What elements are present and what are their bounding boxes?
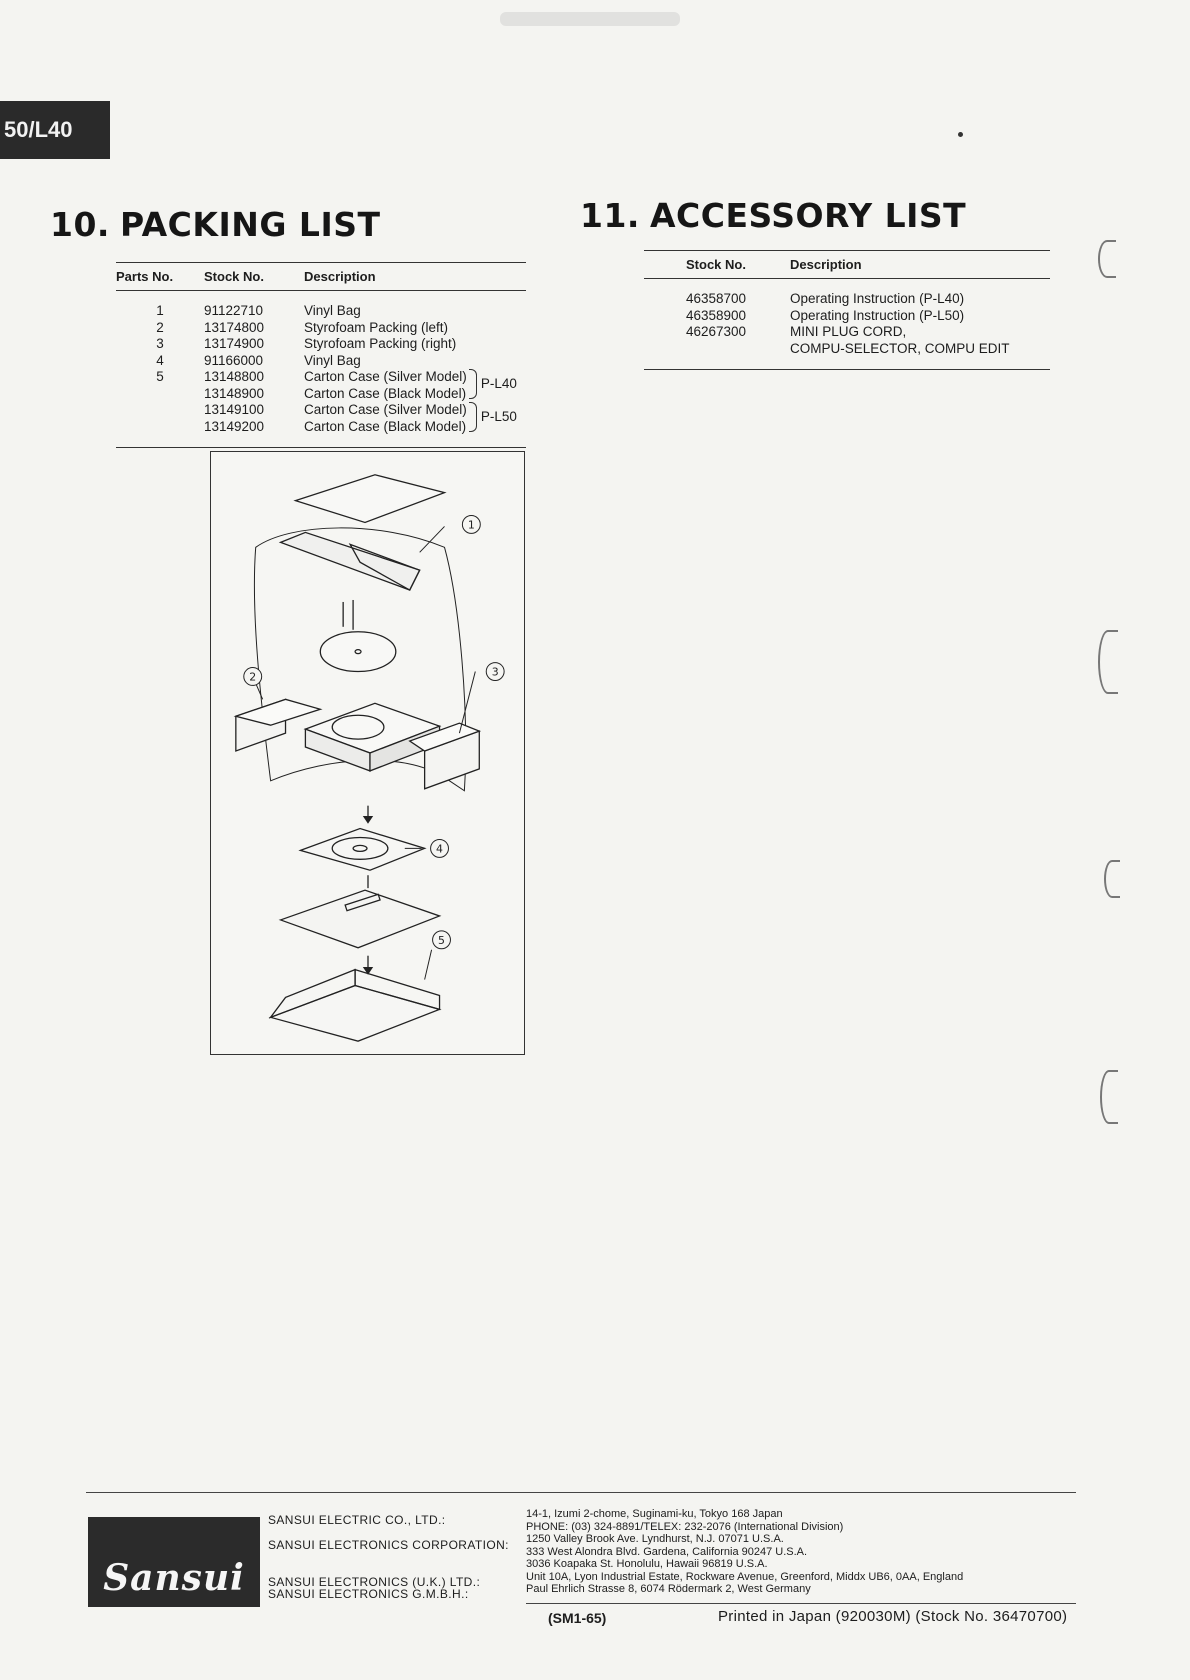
description: Vinyl Bag — [304, 352, 361, 368]
address-line: 1250 Valley Brook Ave. Lyndhurst, N.J. 07071 U.S.A. — [526, 1533, 784, 1545]
table-row — [644, 324, 1050, 370]
stock-no: 46358900 — [686, 307, 747, 323]
description: Operating Instruction (P-L50) — [790, 307, 965, 323]
callout-5: 5 — [438, 933, 446, 947]
packing-list-title — [50, 205, 381, 244]
packing-diagram — [210, 451, 525, 1055]
callout-4: 4 — [436, 842, 444, 856]
part-no: 3 — [156, 336, 164, 351]
section-number: 10. — [50, 205, 110, 244]
company-name: SANSUI ELECTRIC CO., LTD.: — [268, 1513, 446, 1527]
model-tab: 50/L40 — [0, 101, 110, 159]
description: Carton Case (Silver Model) — [304, 402, 467, 417]
company-name: SANSUI ELECTRONICS (U.K.) LTD.: — [268, 1575, 481, 1589]
group-descriptions — [304, 402, 467, 435]
accessory-list-table — [644, 250, 1050, 370]
stock-no — [204, 402, 304, 448]
binder-hole — [1104, 860, 1120, 898]
stock-no: 13149100 — [204, 402, 265, 417]
table-row — [116, 336, 526, 353]
binder-hole — [1100, 1070, 1118, 1124]
callout-3: 3 — [491, 665, 499, 679]
vinyl-bag-flat — [300, 829, 424, 871]
table-row — [644, 308, 1050, 325]
description: Vinyl Bag — [304, 303, 361, 318]
callout-leader — [425, 950, 432, 980]
scan-noise — [500, 12, 680, 26]
table-row — [116, 402, 526, 448]
scan-noise — [958, 132, 963, 137]
stock-no — [204, 369, 304, 402]
stock-no: 91122710 — [204, 303, 264, 318]
footer-rule — [526, 1603, 1076, 1604]
section-title: PACKING LIST — [119, 205, 381, 244]
table-row — [116, 320, 526, 337]
col-header-stock-no: Stock No. — [204, 263, 304, 291]
stock-no: 46267300 — [644, 324, 790, 370]
tray-shape — [281, 890, 440, 948]
footer-rule — [86, 1492, 1076, 1493]
stock-no: 13174900 — [204, 336, 265, 351]
part-no: 4 — [156, 352, 164, 368]
address-line: 333 West Alondra Blvd. Gardena, California 90247 U.S.A. — [526, 1545, 808, 1558]
group-label-p-l40: P-L40 — [480, 375, 517, 391]
description: Styrofoam Packing (left) — [304, 319, 449, 335]
address-line: PHONE: (03) 324-8891/TELEX: 232-2076 (International Division) — [526, 1520, 844, 1533]
col-header-parts-no: Parts No. — [116, 263, 204, 291]
binder-hole — [1098, 240, 1116, 278]
stock-no: 13148900 — [204, 385, 265, 401]
callout-leader — [459, 672, 475, 734]
sansui-logo: Sansui — [88, 1517, 260, 1607]
binder-hole — [1098, 630, 1118, 694]
section-title: ACCESSORY LIST — [649, 196, 967, 235]
group-label-p-l50: P-L50 — [480, 408, 517, 424]
description: Operating Instruction (P-L40) — [790, 291, 965, 306]
address-line: 14-1, Izumi 2-chome, Suginami-ku, Tokyo 168 Japan — [526, 1508, 783, 1520]
part-no — [116, 402, 204, 448]
stock-no: 13174800 — [204, 319, 265, 335]
table-row — [116, 353, 526, 370]
description: Carton Case (Silver Model) — [304, 369, 467, 384]
description — [304, 369, 526, 402]
table-header-row — [116, 263, 526, 291]
callout-2: 2 — [249, 670, 257, 684]
part-no: 1 — [156, 303, 164, 318]
description: Carton Case (Black Model) — [304, 418, 467, 434]
part-no: 5 — [156, 369, 164, 384]
col-header-stock-no: Stock No. — [644, 251, 790, 279]
accessory-list-title — [580, 196, 966, 235]
col-header-description: Description — [304, 263, 526, 291]
brace — [469, 402, 477, 432]
address-line: Paul Ehrlich Strasse 8, 6074 Rödermark 2, West Germany — [526, 1583, 811, 1595]
platter-shape — [320, 632, 396, 672]
description: Carton Case (Black Model) — [304, 385, 467, 401]
section-number: 11. — [580, 196, 640, 235]
address-line: 3036 Koapaka St. Honolulu, Hawaii 96819 U.S.A. — [526, 1558, 768, 1570]
company-name: SANSUI ELECTRONICS G.M.B.H.: — [268, 1587, 469, 1601]
table-row — [116, 369, 526, 402]
callout-1: 1 — [467, 518, 475, 532]
packing-list-table — [116, 262, 526, 448]
document-code: (SM1-65) — [548, 1610, 607, 1626]
address-line: Unit 10A, Lyon Industrial Estate, Rockware Avenue, Greenford, Middx UB6, 0AA, England — [526, 1570, 964, 1583]
description: Styrofoam Packing (right) — [304, 336, 457, 351]
printed-info: Printed in Japan (920030M) (Stock No. 36470700) — [718, 1608, 1068, 1625]
table-row — [116, 291, 526, 320]
stock-no: 13149200 — [204, 418, 265, 434]
group-descriptions — [304, 369, 467, 402]
description-line: MINI PLUG CORD, — [790, 324, 907, 339]
brace — [469, 369, 477, 399]
arrow-head — [364, 817, 372, 823]
table-header-row — [644, 251, 1050, 279]
stock-no: 46358700 — [686, 291, 747, 306]
description — [790, 324, 1050, 370]
part-no: 2 — [156, 319, 164, 335]
stock-no: 13148800 — [204, 369, 265, 384]
description — [304, 402, 526, 448]
packing-diagram-svg — [211, 452, 524, 1054]
company-name: SANSUI ELECTRONICS CORPORATION: — [268, 1538, 509, 1552]
footer-addresses — [526, 1508, 963, 1596]
table-row — [644, 279, 1050, 308]
dust-cover-shape — [281, 532, 420, 590]
lid-shape — [295, 475, 444, 523]
stock-no: 91166000 — [204, 352, 264, 368]
description-line: COMPU-SELECTOR, COMPU EDIT — [790, 340, 1010, 356]
col-header-description: Description — [790, 251, 1050, 279]
